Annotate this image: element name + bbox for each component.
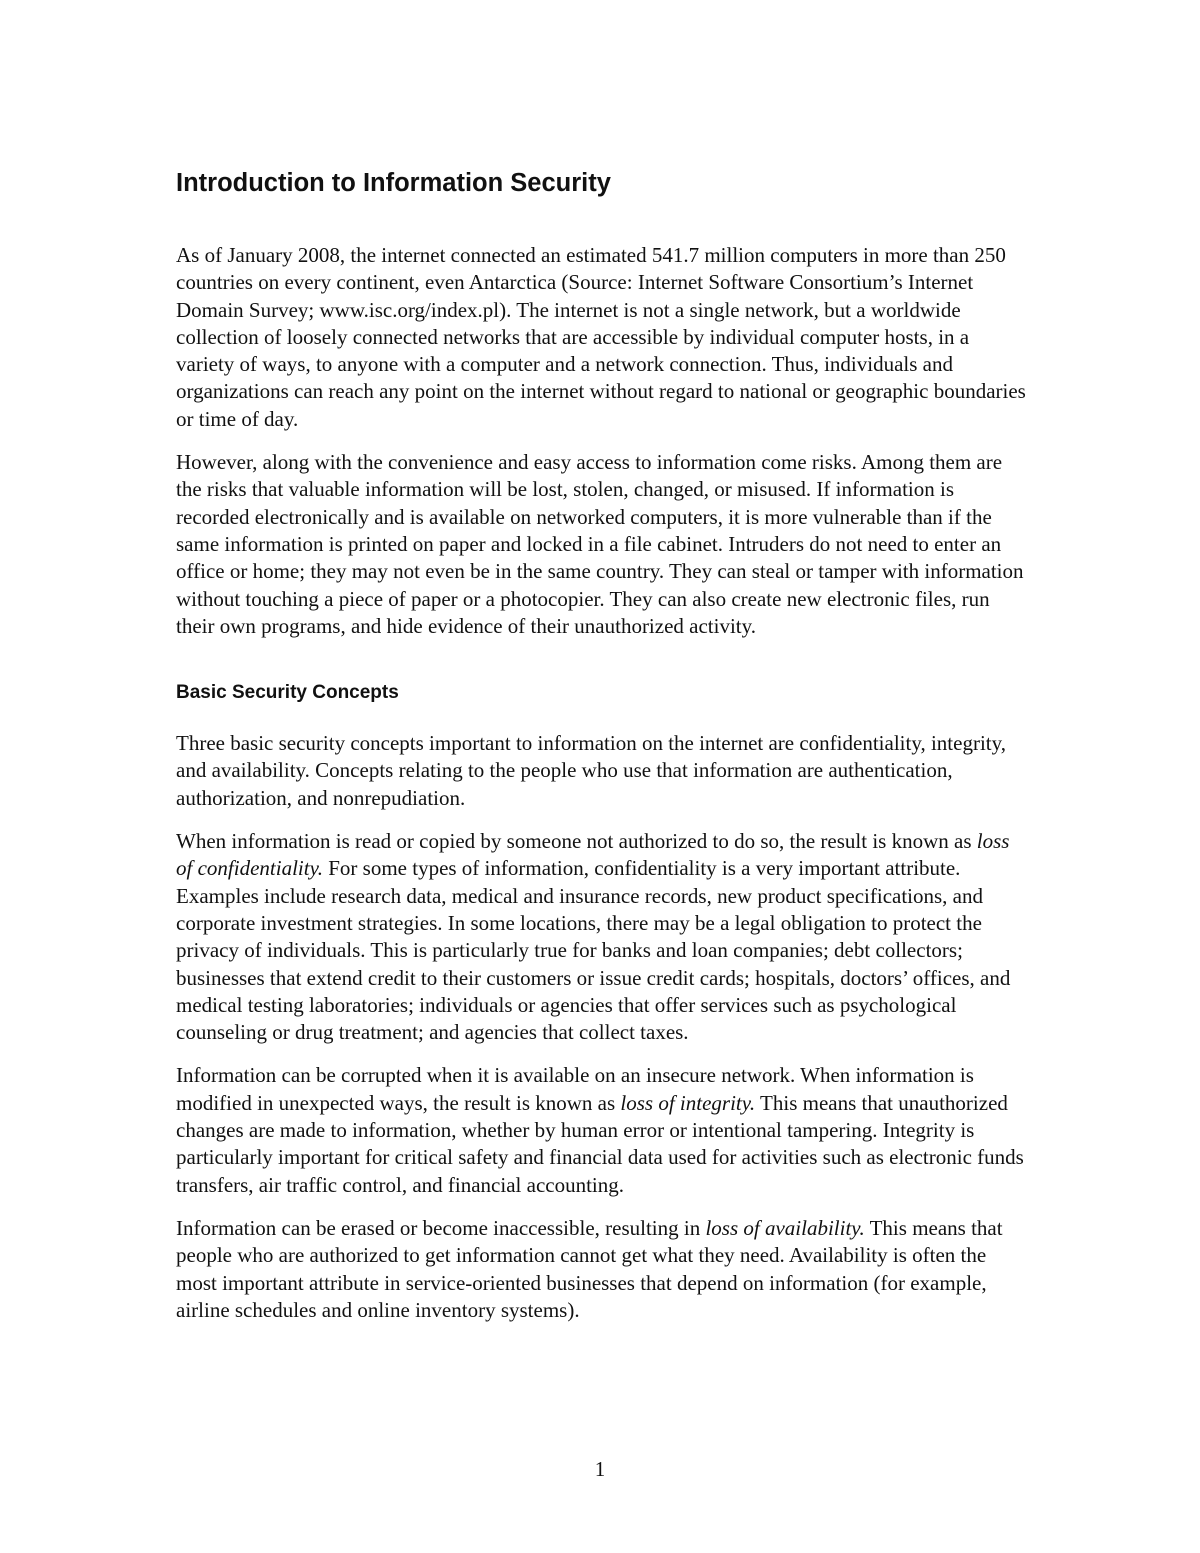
integrity-text-before: Information can be corrupted when it is available on an insecure network. When information is modified in unexpected ways, the result is known as — [176, 1063, 974, 1115]
availability-term: loss of availability. — [705, 1215, 865, 1240]
availability-text-before: Information can be erased or become inaccessible, resulting in — [176, 1215, 706, 1240]
availability-paragraph — [176, 1215, 1028, 1324]
confidentiality-text-before: When information is read or copied by someone not authorized to do so, the result is known as — [176, 829, 977, 854]
page-content — [176, 168, 1028, 1340]
confidentiality-text-after: For some types of information, confidentiality is a very important attribute. Examples include research data, medical and insurance records, new product specifications, and corporate investment strategies. In some locations, there may be a legal obligation to protect the privacy of individuals. This is particularly true for banks and loan companies; debt collectors; businesses that extend credit to their customers or issue credit cards; hospitals, doctors’ offices, and medical testing laboratories; individuals or agencies that offer services such as psychological counseling or drug treatment; and agencies that collect taxes. — [176, 856, 1011, 1045]
page-number: 1 — [594, 1457, 606, 1481]
integrity-paragraph — [176, 1062, 1028, 1198]
page-title: Introduction to Information Security — [176, 169, 611, 197]
confidentiality-paragraph — [176, 828, 1028, 1046]
availability-text-after: This means that people who are authorized to get information cannot get what they need. Availability is often the most important attribute in service-oriented businesses that depend on information (for example, airline schedules and online inventory systems). — [176, 1215, 1003, 1322]
integrity-term: loss of integrity. — [620, 1090, 756, 1115]
integrity-text-after: This means that unauthorized changes are made to information, whether by human error or intentional tampering. Integrity is particularly important for critical safety and financial data used for activities such as electronic funds transfers, air traffic control, and financial accounting. — [176, 1090, 1024, 1197]
intro-paragraph-1: As of January 2008, the internet connected an estimated 541.7 million computers in more than 250 countries on every continent, even Antarctica (Source: Internet Software Consortium’s Internet Domain Survey; www.isc.org/index.pl). The internet is not a single network, but a worldwide collection of loosely connected networks that are accessible by individual computer hosts, in a variety of ways, to anyone with a computer and a network connection. Thus, individuals and organizations can reach any point on the internet without regard to national or geographic boundaries or time of day. — [176, 243, 1026, 431]
intro-paragraph-2: However, along with the convenience and easy access to information come risks. Among them are the risks that valuable information will be lost, stolen, changed, or misused. If information is recorded electronically and is available on networked computers, it is more vulnerable than if the same information is printed on paper and locked in a file cabinet. Intruders do not need to enter an office or home; they may not even be in the same country. They can steal or tamper with information without touching a piece of paper or a photocopier. They can also create new electronic files, run their own programs, and hide evidence of their unauthorized activity. — [176, 450, 1024, 638]
confidentiality-term: loss of confidentiality. — [176, 829, 1010, 881]
concepts-paragraph: Three basic security concepts important to information on the internet are confidentiality, integrity, and availability. Concepts relating to the people who use that information are authentication, authorization, and nonrepudiation. — [176, 731, 1007, 810]
section-heading-basic-security-concepts: Basic Security Concepts — [176, 682, 399, 704]
